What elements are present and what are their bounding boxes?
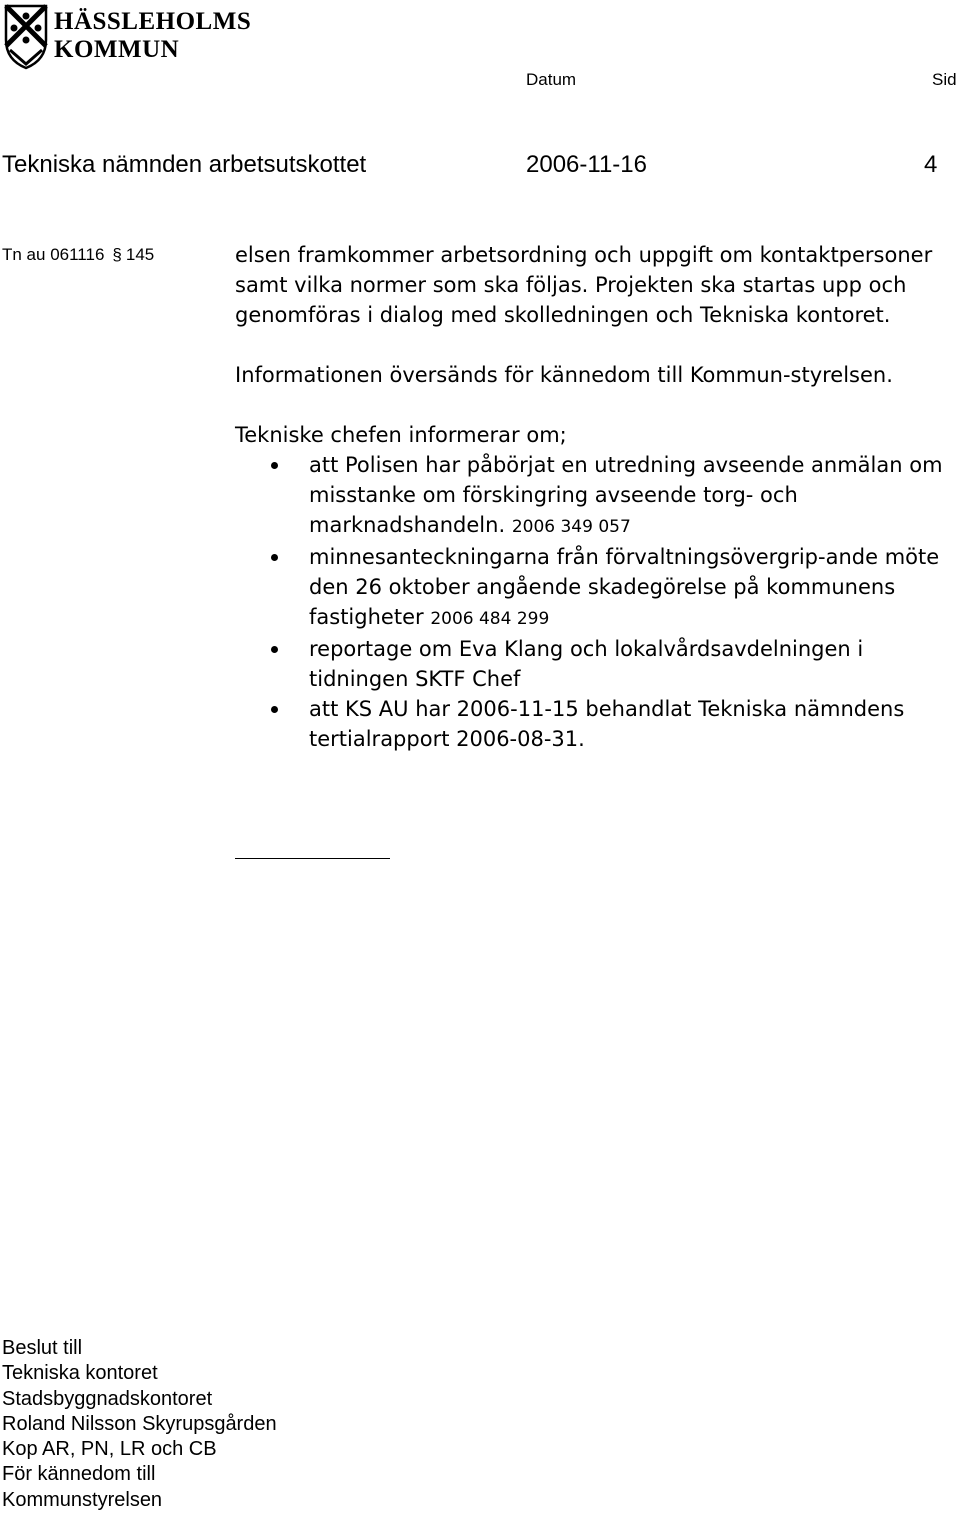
coat-of-arms-icon: [2, 2, 50, 70]
bullet-icon: [271, 462, 278, 469]
reference-number: 145: [125, 245, 155, 264]
list-item: [235, 634, 955, 694]
municipality-logo: [2, 2, 252, 72]
meeting-date: 2006-11-16: [526, 151, 647, 178]
bullet-icon: [271, 706, 278, 713]
list-item: [235, 450, 955, 542]
distribution-line: För kännedom till: [2, 1463, 156, 1486]
sid-label: Sid: [932, 70, 957, 89]
paragraph-reference: [2, 245, 154, 265]
case-number: 2006 349 057: [511, 517, 631, 537]
case-number: 2006 484 299: [430, 609, 550, 629]
information-list: [235, 450, 955, 754]
body-paragraph-2: Informationen översänds för kännedom till Kommun-styrelsen.: [235, 363, 893, 387]
section-sign: §: [112, 245, 122, 264]
reference-code: Tn au 061116: [2, 245, 105, 264]
end-rule: [235, 858, 390, 859]
list-item-text: minnesanteckningarna från förvaltningsövergrip-ande möte den 26 oktober angående skadegörelse på kommunens fastigheter: [309, 545, 940, 629]
logo-line2: KOMMUN: [54, 36, 180, 63]
distribution-line: Kop AR, PN, LR och CB: [2, 1438, 217, 1461]
datum-label: Datum: [526, 70, 577, 89]
distribution-line: Tekniska kontoret: [2, 1362, 158, 1385]
distribution-line: Roland Nilsson Skyrupsgården: [2, 1412, 277, 1435]
distribution-line: Beslut till: [2, 1337, 83, 1359]
distribution-list: [2, 1336, 277, 1513]
logo-wordmark: [54, 8, 251, 64]
list-item-text: att Polisen har påbörjat en utredning avseende anmälan om misstanke om förskingring avseende torg- och marknadshandeln.: [309, 453, 943, 537]
committee-title: Tekniska nämnden arbetsutskottet: [2, 151, 367, 178]
list-item: [235, 542, 955, 634]
distribution-line: Kommunstyrelsen: [2, 1488, 163, 1511]
logo-line1: HÄSSLEHOLMS: [54, 8, 252, 35]
list-item: [235, 694, 955, 754]
distribution-line: Stadsbyggnadskontoret: [2, 1387, 213, 1410]
bullet-intro: Tekniske chefen informerar om;: [235, 423, 567, 447]
list-item-text: att KS AU har 2006-11-15 behandlat Tekniska nämndens tertialrapport 2006-08-31.: [309, 697, 905, 751]
bullet-icon: [271, 646, 278, 653]
page-number: 4: [924, 151, 938, 178]
list-item-text: reportage om Eva Klang och lokalvårdsavdelningen i tidningen SKTF Chef: [309, 637, 864, 691]
bullet-icon: [271, 554, 278, 561]
body-paragraph-1: elsen framkommer arbetsordning och uppgift om kontaktpersoner samt vilka normer som ska följas. Projekten ska startas upp och genomföras i dialog med skolledningen och Tekniska kontoret.: [235, 243, 933, 327]
minutes-body: [235, 240, 955, 754]
